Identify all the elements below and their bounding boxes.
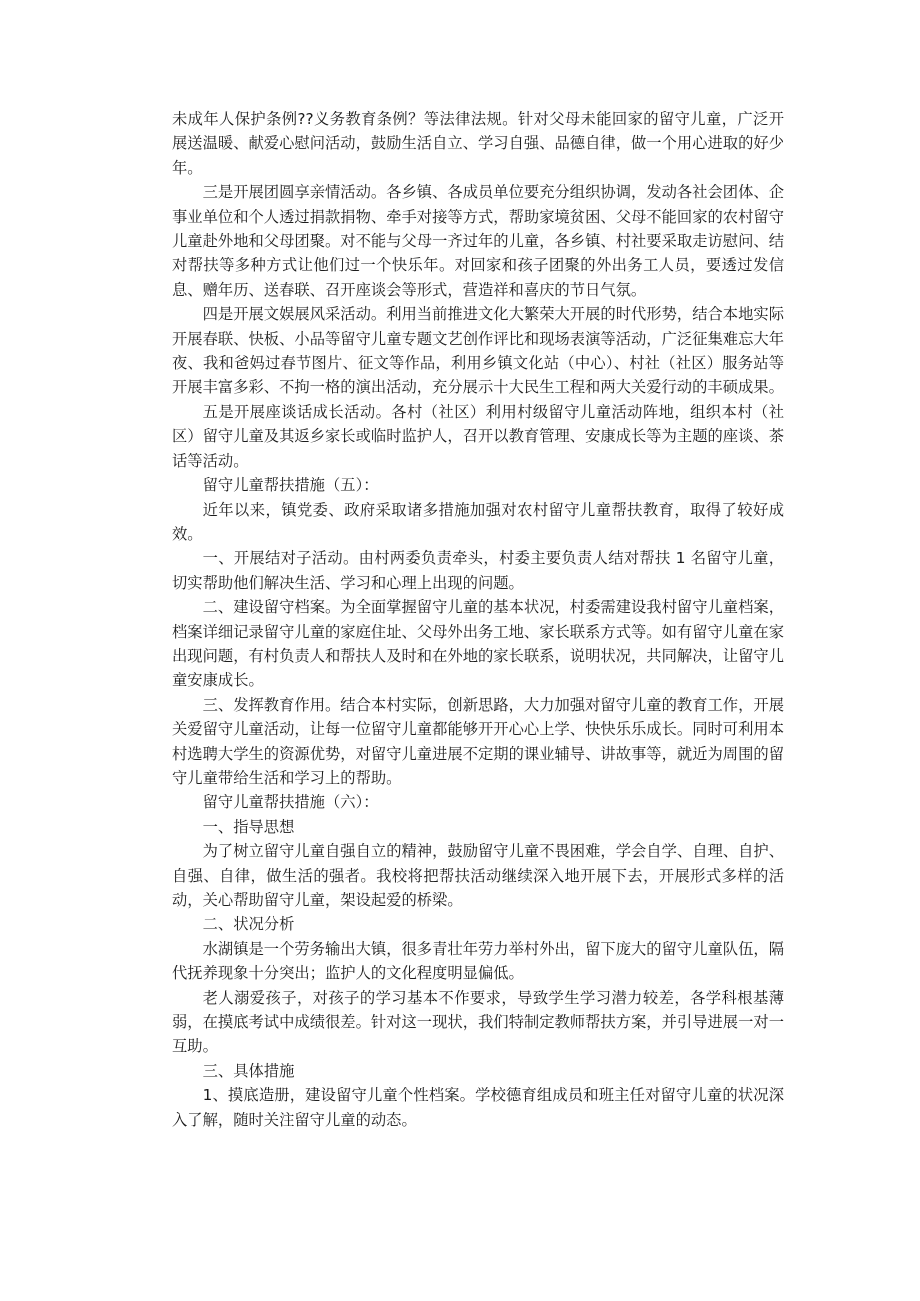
section-heading: 留守儿童帮扶措施（六）： (202, 793, 379, 812)
paragraph: 四是开展文娱展风采活动。利用当前推进文化大繁荣大开展的时代形势，结合本地实际开展春联、快板、小品等留守儿童专题文艺创作评比和现场表演等活动，广泛征集难忘大年夜、我和爸妈过春节图片、征文等作品，利用乡镇文化站（中心）、村社（社区）服务站等开展丰富多彩、不拘一格的演出活动，充分展示十大民生工程和两大关爱行动的丰硕成果。 (172, 305, 784, 397)
subheading: 二、状况分析 (202, 915, 295, 934)
paragraph: 三、发挥教育作用。结合本村实际，创新思路，大力加强对留守儿童的教育工作，开展关爱留守儿童活动，让每一位留守儿童都能够开开心心上学、快快乐乐成长。同时可利用本村选聘大学生的资源优势，对留守儿童进展不定期的课业辅导、讲故事等，就近为周围的留守儿童带给生活和学习上的帮助。 (172, 695, 784, 787)
paragraph: 近年以来，镇党委、政府采取诸多措施加强对农村留守儿童帮扶教育，取得了较好成效。 (172, 500, 784, 543)
paragraph: 1、摸底造册，建设留守儿童个性档案。学校德育组成员和班主任对留守儿童的状况深入了解，随时关注留守儿童的动态。 (172, 1086, 784, 1129)
paragraph: 为了树立留守儿童自强自立的精神，鼓励留守儿童不畏困难，学会自学、自理、自护、自强、自律，做生活的强者。我校将把帮扶活动继续深入地开展下去，开展形式多样的活动，关心帮助留守儿童，架设起爱的桥梁。 (172, 842, 784, 909)
subheading: 一、指导思想 (202, 817, 295, 836)
document-body (172, 107, 784, 1132)
paragraph: 二、建设留守档案。为全面掌握留守儿童的基本状况，村委需建设我村留守儿童档案，档案详细记录留守儿童的家庭住址、父母外出务工地、家长联系方式等。如有留守儿童在家出现问题，有村负责人和帮扶人及时和在外地的家长联系，说明状况，共同解决，让留守儿童安康成长。 (172, 598, 784, 690)
subheading: 三、具体措施 (202, 1061, 295, 1080)
paragraph: 老人溺爱孩子，对孩子的学习基本不作要求，导致学生学习潜力较差，各学科根基薄弱，在摸底考试中成绩很差。针对这一现状，我们特制定教师帮扶方案，并引导进展一对一互助。 (172, 988, 784, 1056)
paragraph: 水湖镇是一个劳务输出大镇，很多青壮年劳力举村外出，留下庞大的留守儿童队伍，隔代抚养现象十分突出；监护人的文化程度明显偏低。 (172, 939, 784, 983)
paragraph: 一、开展结对子活动。由村两委负责牵头，村委主要负责人结对帮扶 1 名留守儿童，切实帮助他们解决生活、学习和心理上出现的问题。 (172, 549, 784, 592)
paragraph: 未成年人保护条例??义务教育条例？等法律法规。针对父母未能回家的留守儿童，广泛开展送温暖、献爱心慰问活动，鼓励生活自立、学习自强、品德自律，做一个用心进取的好少年。 (172, 110, 784, 177)
section-heading: 留守儿童帮扶措施（五）： (202, 476, 379, 495)
paragraph: 三是开展团圆享亲情活动。各乡镇、各成员单位要充分组织协调，发动各社会团体、企事业单位和个人透过捐款捐物、牵手对接等方式，帮助家境贫困、父母不能回家的农村留守儿童赴外地和父母团聚。对不能与父母一齐过年的儿童，各乡镇、村社要采取走访慰问、结对帮扶等多种方式让他们过一个快乐年。对回家和孩子团聚的外出务工人员，要透过发信息、赠年历、送春联、召开座谈会等形式，营造祥和喜庆的节日气氛。 (172, 183, 784, 299)
paragraph: 五是开展座谈话成长活动。各村（社区）利用村级留守儿童活动阵地，组织本村（社区）留守儿童及其返乡家长或临时监护人，召开以教育管理、安康成长等为主题的座谈、茶话等活动。 (172, 402, 784, 470)
